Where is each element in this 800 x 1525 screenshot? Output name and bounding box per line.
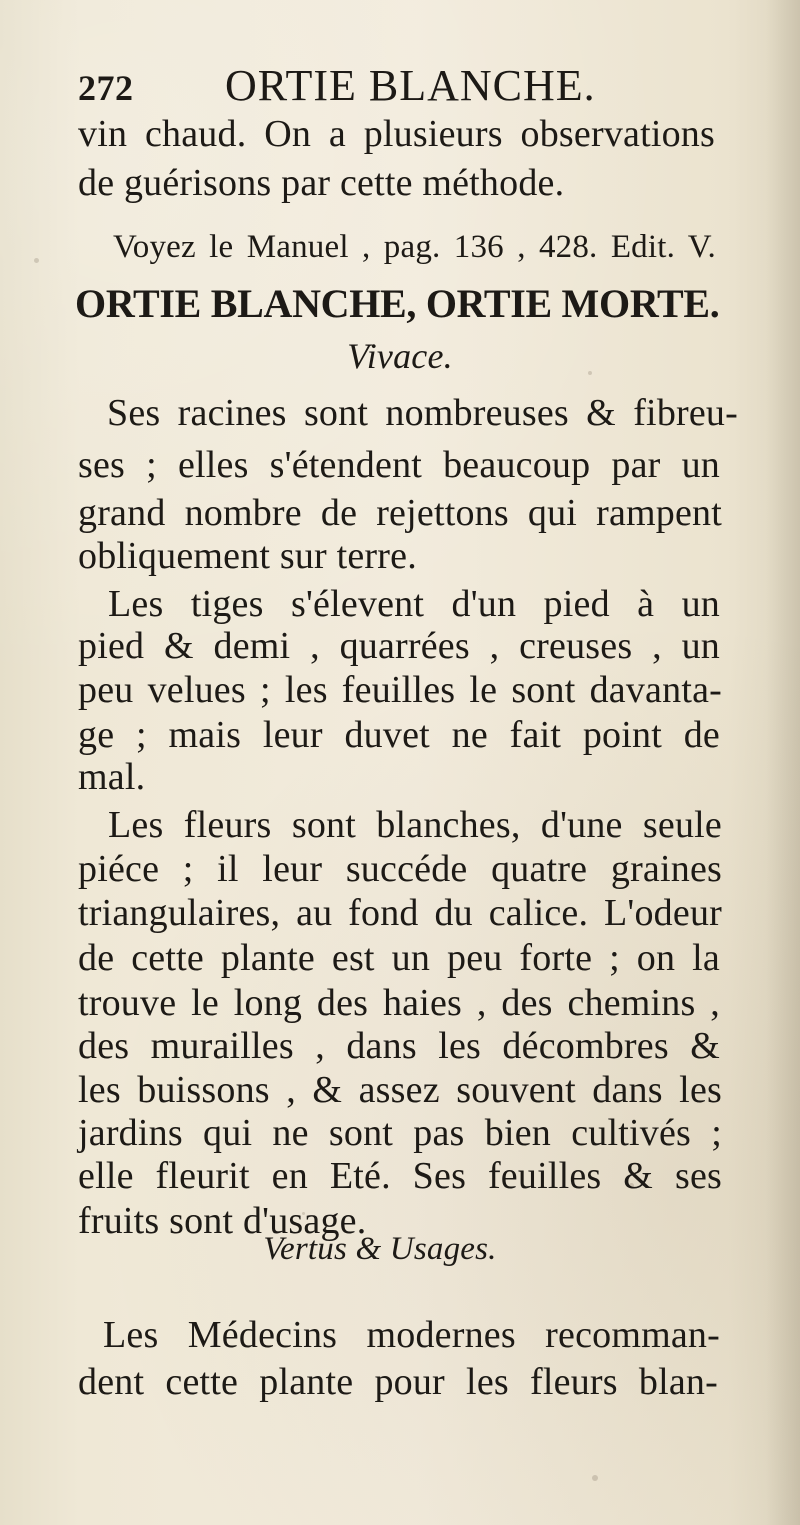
closing-line: dent cette plante pour les fleurs blan- — [78, 1361, 718, 1403]
description-line: ses ; elles s'étendent beaucoup par un — [78, 444, 720, 486]
description-line: trouve le long des haies , des chemins , — [78, 982, 720, 1024]
paper-speck — [592, 1475, 598, 1481]
description-line: les buissons , & assez souvent dans les — [78, 1069, 722, 1111]
page-header-title: ORTIE BLANCHE. — [225, 61, 596, 110]
description-line: grand nombre de rejettons qui rampent — [78, 492, 722, 534]
description-line: pied & demi , quarrées , creuses , un — [78, 625, 720, 667]
closing-line: Les Médecins modernes recomman- — [103, 1314, 720, 1356]
page-number: 272 — [78, 68, 134, 108]
description-line: mal. — [78, 756, 146, 798]
description-line: de cette plante est un peu forte ; on la — [78, 937, 720, 979]
description-line: elle fleurit en Eté. Ses feuilles & ses — [78, 1155, 722, 1197]
description-line: jardins qui ne sont pas bien cultivés ; — [78, 1112, 722, 1154]
description-line: triangulaires, au fond du calice. L'odeur — [78, 892, 722, 934]
paper-speck — [34, 258, 39, 263]
virtues-uses-heading: Vertus & Usages. — [263, 1231, 497, 1267]
description-line: des murailles , dans les décombres & — [78, 1025, 720, 1067]
description-line: fruits sont d'usage. — [78, 1200, 367, 1242]
manual-reference: Voyez le Manuel , pag. 136 , 428. Edit. V. — [113, 229, 716, 265]
description-line: obliquement sur terre. — [78, 535, 417, 577]
plant-type: Vivace. — [347, 336, 453, 376]
description-line: peu velues ; les feuilles le sont davanta- — [78, 669, 722, 711]
description-line: Les tiges s'élevent d'un pied à un — [108, 583, 720, 625]
description-line: Ses racines sont nombreuses & fibreu- — [107, 392, 738, 434]
intro-line: vin chaud. On a plusieurs observations — [78, 113, 715, 155]
page-edge-shadow — [766, 0, 800, 1525]
plant-section-title: ORTIE BLANCHE, ORTIE MORTE. — [75, 281, 720, 326]
intro-line: de guérisons par cette méthode. — [78, 162, 565, 204]
description-line: piéce ; il leur succéde quatre graines — [78, 848, 722, 890]
description-line: Les fleurs sont blanches, d'une seule — [108, 804, 722, 846]
description-line: ge ; mais leur duvet ne fait point de — [78, 714, 720, 756]
